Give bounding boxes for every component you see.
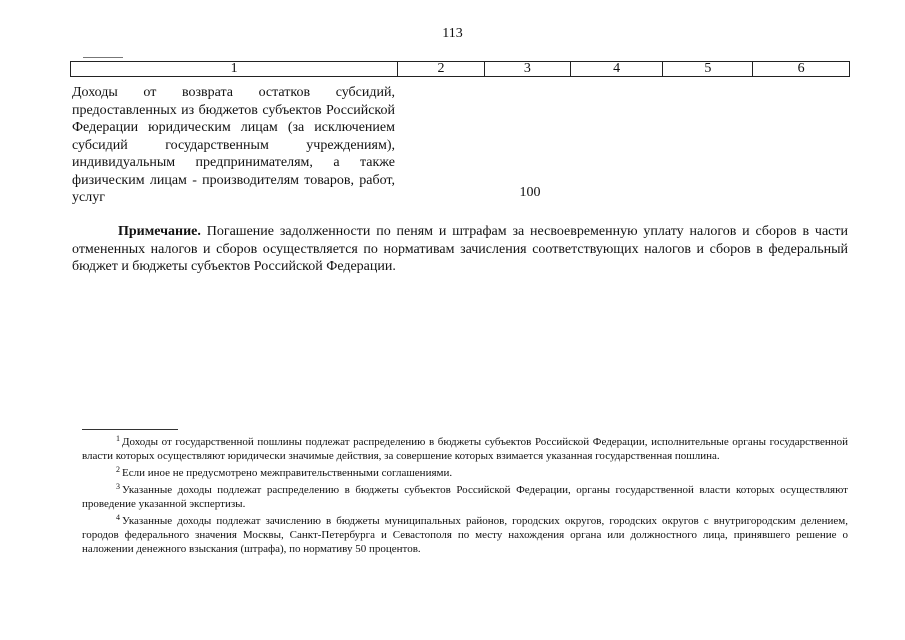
note-label: Примечание.: [118, 224, 201, 239]
column-header-1: 1: [71, 62, 398, 76]
footnote-mark: 1: [116, 434, 120, 443]
footnote-mark: 2: [116, 465, 120, 474]
footnote-text: Указанные доходы подлежат зачислению в бюджеты муниципальных районов, городских округов, городских округов с внутригородским делением, городов федерального значения Москвы, Санкт-Петербурга и Севастополя по месту нахождения органа или должностного лица, принявшего решение о наложении денежного взыскания (штрафа), по нормативу 50 процентов.: [82, 515, 848, 555]
footnote-2: [82, 463, 848, 480]
note-text: Погашение задолженности по пеням и штрафам за несвоевременную уплату налогов и сборов в части отмененных налогов и сборов осуществляется по нормативам зачисления соответствующих налогов и сборов в федеральный бюджет и бюджеты субъектов Российской Федерации.: [72, 224, 848, 274]
note-paragraph: [72, 223, 848, 276]
footnote-4: [82, 511, 848, 556]
table-header-row: [70, 61, 850, 77]
footnote-mark: 3: [116, 482, 120, 491]
footnote-text: Если иное не предусмотрено межправительственными соглашениями.: [122, 467, 453, 479]
footnote-separator: [82, 429, 178, 430]
table-row-description: Доходы от возврата остатков субсидий, предоставленных из бюджетов субъектов Российской Федерации юридическим лицам (за исключением субсидий государственным учреждениям), индивидуальным предпринимателям, а также физическим лицам - производителям товаров, работ, услуг: [72, 85, 395, 205]
top-rule: [83, 57, 123, 58]
column-header-5: 5: [663, 62, 753, 76]
footnote-3: [82, 480, 848, 511]
page-number: 113: [442, 26, 463, 41]
column-header-6: 6: [797, 61, 805, 76]
column-header-4: 4: [571, 62, 664, 76]
footnote-text: Указанные доходы подлежат распределению в бюджеты субъектов Российской Федерации, органы государственной власти которых осуществляют проведение указанной экспертизы.: [82, 484, 848, 510]
footnote-1: [82, 432, 848, 463]
footnotes: [82, 432, 848, 556]
footnote-text: Доходы от государственной пошлины подлежат распределению в бюджеты субъектов Российской Федерации, исполнительные органы государственной власти которых осуществляют юридически значимые действия, за совершение которых взимается указанная государственная пошлина.: [82, 436, 848, 462]
footnote-mark: 4: [116, 513, 120, 522]
note-body: [72, 223, 848, 276]
column-header-2: 2: [398, 62, 485, 76]
column-header-3: 3: [485, 62, 571, 76]
table-row-value-col3: 100: [519, 185, 541, 200]
